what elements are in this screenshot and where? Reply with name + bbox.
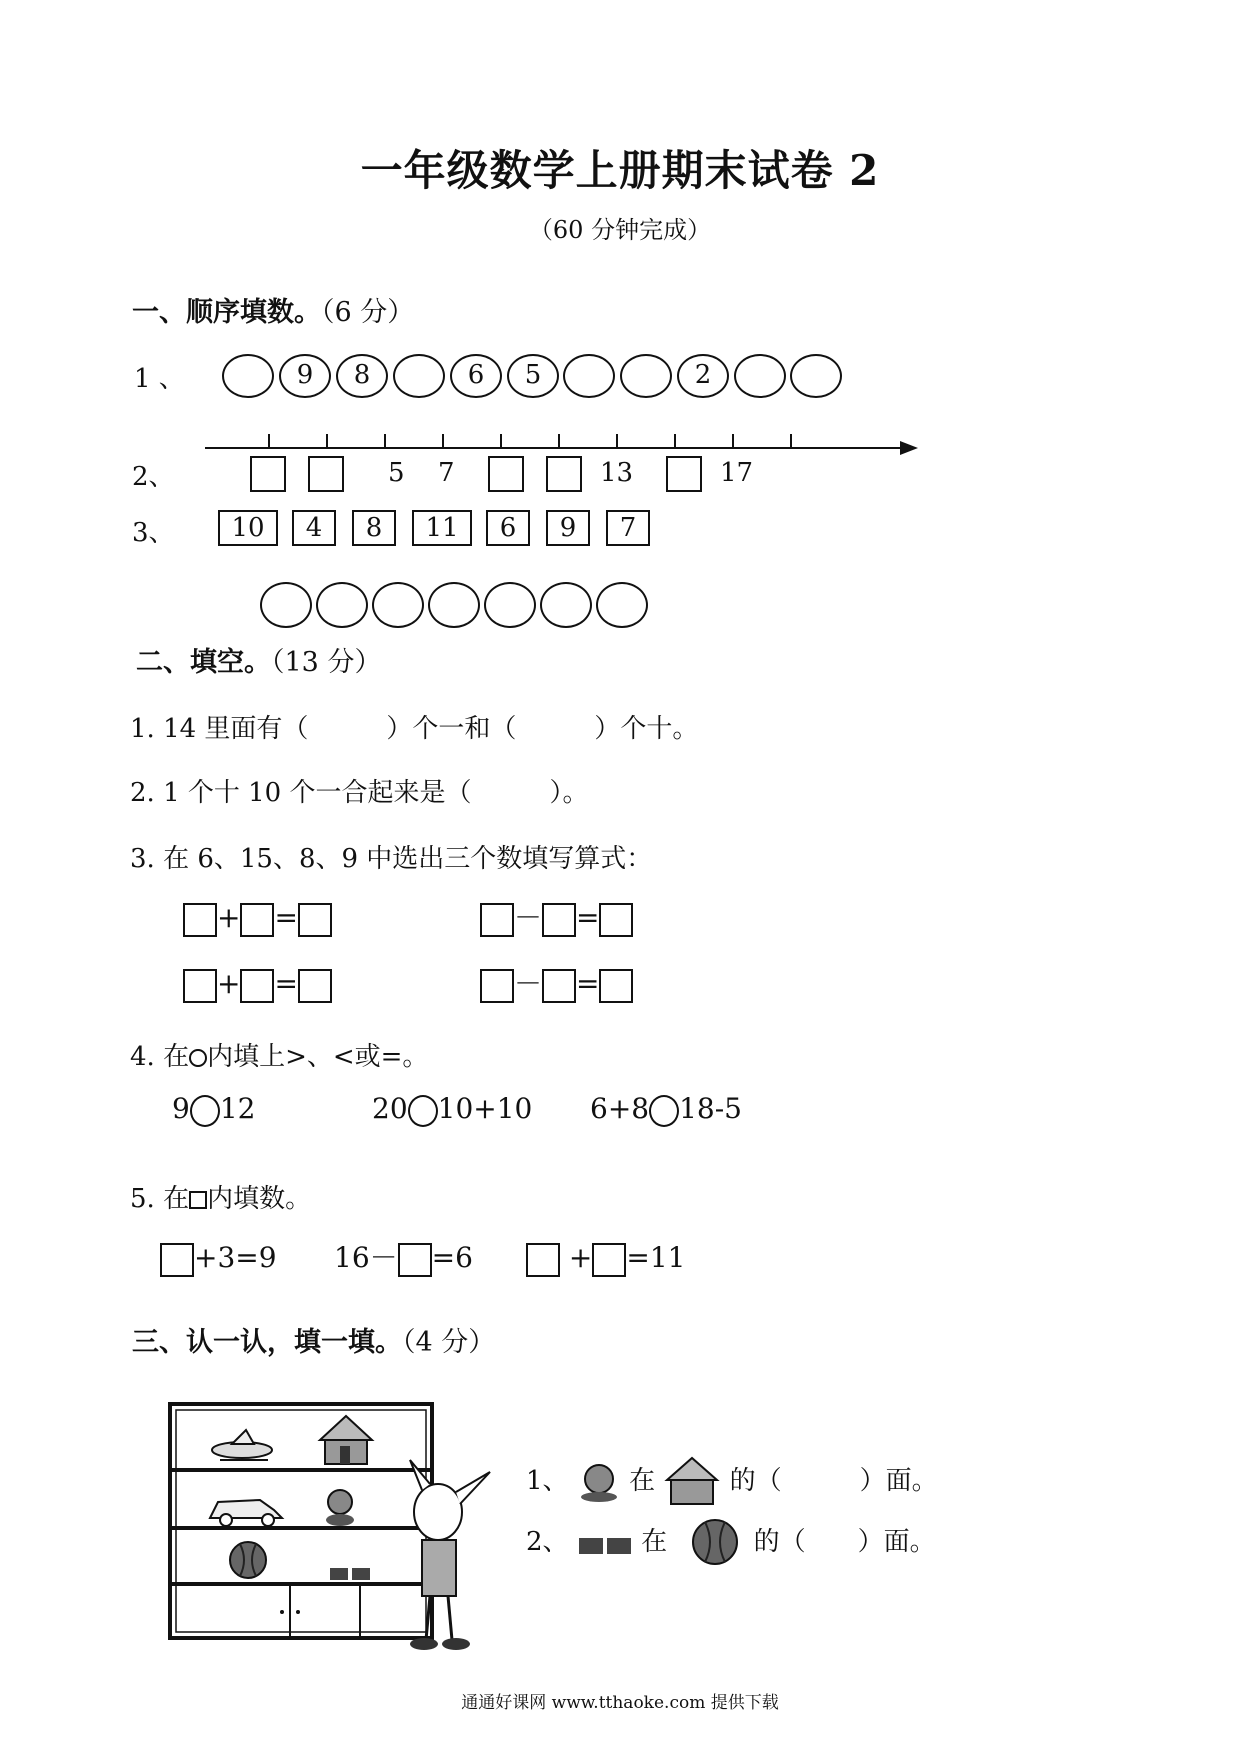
number-line-arrow-icon — [900, 439, 920, 457]
answer-box[interactable] — [183, 969, 217, 1003]
number-line-tick — [558, 434, 560, 448]
answer-box[interactable] — [160, 1243, 194, 1277]
number-box: 9 — [546, 510, 590, 546]
ball-icon — [675, 1518, 745, 1568]
answer-box[interactable] — [298, 903, 332, 937]
answer-box[interactable] — [240, 969, 274, 1003]
monkey-icon — [577, 1461, 621, 1503]
empty-circle[interactable] — [563, 354, 615, 398]
number-line-tick — [674, 434, 676, 448]
number-circle: 5 — [507, 354, 559, 398]
empty-circle[interactable] — [734, 354, 786, 398]
airplane-icon — [212, 1430, 272, 1460]
compare-right: 18-5 — [679, 1092, 742, 1125]
compare-right: 10+10 — [437, 1092, 533, 1125]
number-line-tick — [384, 434, 386, 448]
section1-heading-text: 一、顺序填数。 — [132, 297, 321, 328]
empty-circle[interactable] — [316, 582, 368, 628]
section2-heading-text: 二、填空。 — [136, 647, 271, 678]
number-line — [205, 447, 905, 449]
answer-box[interactable] — [298, 969, 332, 1003]
number-line-tick — [268, 434, 270, 448]
compare-item — [590, 1092, 742, 1127]
number-line-tick — [442, 434, 444, 448]
character-icon — [410, 1460, 490, 1650]
line-number: 5 — [388, 458, 405, 488]
compare-item — [372, 1092, 532, 1127]
equation-text: +3=9 — [194, 1241, 277, 1274]
number-box: 11 — [412, 510, 472, 546]
circle-symbol-icon — [189, 1049, 207, 1067]
question-2-4 — [130, 1036, 428, 1073]
answer-box[interactable] — [480, 969, 514, 1003]
question-2-2: 2. 1 个十 10 个一合起来是（ ）。 — [130, 778, 589, 808]
monkey-icon — [326, 1490, 354, 1526]
equation-text: =6 — [431, 1241, 473, 1274]
answer-box[interactable] — [599, 903, 633, 937]
q2-label: 2、 — [132, 462, 175, 492]
answer-box[interactable] — [398, 1243, 432, 1277]
answer-box[interactable] — [666, 456, 702, 492]
compare-circle[interactable] — [190, 1095, 220, 1127]
house-icon — [663, 1456, 721, 1508]
compare-item — [172, 1092, 255, 1127]
square-symbol-icon — [189, 1191, 207, 1209]
q-text: 在 — [629, 1466, 656, 1496]
answer-box[interactable] — [526, 1243, 560, 1277]
empty-circle[interactable] — [484, 582, 536, 628]
compare-right: 12 — [219, 1092, 256, 1125]
answer-box[interactable] — [480, 903, 514, 937]
number-box: 7 — [606, 510, 650, 546]
empty-circle[interactable] — [596, 582, 648, 628]
number-box: 8 — [352, 510, 396, 546]
q4-suffix: 内填上>、<或=。 — [207, 1042, 429, 1072]
car-icon — [210, 1500, 282, 1526]
number-line-tick — [500, 434, 502, 448]
question-3-2 — [526, 1518, 936, 1568]
empty-circle[interactable] — [428, 582, 480, 628]
empty-circle[interactable] — [790, 354, 842, 398]
number-circle: 2 — [677, 354, 729, 398]
equation-text: =11 — [626, 1241, 686, 1274]
addition-equation: + = — [183, 900, 332, 936]
number-box: 6 — [486, 510, 530, 546]
number-line-tick — [616, 434, 618, 448]
shoes-icon — [330, 1568, 370, 1580]
number-circle: 6 — [450, 354, 502, 398]
q-text: 在 — [641, 1527, 668, 1557]
number-circle: 8 — [336, 354, 388, 398]
number-line-tick — [732, 434, 734, 448]
fill-equation-a — [160, 1240, 277, 1276]
section1-points: （6 分） — [321, 297, 415, 328]
answer-box[interactable] — [240, 903, 274, 937]
empty-circle[interactable] — [540, 582, 592, 628]
subtraction-equation: － = — [480, 900, 633, 936]
q5-prefix: 5. 在 — [130, 1184, 190, 1214]
answer-box[interactable] — [183, 903, 217, 937]
empty-circle[interactable] — [620, 354, 672, 398]
line-number: 13 — [600, 458, 634, 488]
compare-left: 9 — [172, 1092, 190, 1125]
question-2-5 — [130, 1178, 311, 1215]
answer-box[interactable] — [599, 969, 633, 1003]
answer-box[interactable] — [488, 456, 524, 492]
question-2-1: 1. 14 里面有（ ）个一和（ ）个十。 — [130, 714, 699, 744]
section1-heading — [132, 290, 414, 329]
section3-heading-text: 三、认一认，填一填。 — [132, 1327, 402, 1358]
q-number: 1、 — [526, 1466, 569, 1496]
q3-label: 3、 — [132, 518, 175, 548]
empty-circle[interactable] — [372, 582, 424, 628]
answer-box[interactable] — [592, 1243, 626, 1277]
subtraction-equation: － = — [480, 966, 633, 1002]
q-text: 的（ ）面。 — [753, 1527, 936, 1557]
q-text: 的（ ）面。 — [729, 1466, 938, 1496]
fill-equation-c — [526, 1240, 685, 1276]
q5-suffix: 内填数。 — [207, 1184, 312, 1214]
section3-points: （4 分） — [402, 1327, 496, 1358]
number-box: 4 — [292, 510, 336, 546]
page-title: 一年级数学上册期末试卷 2 — [360, 146, 880, 195]
number-line-tick — [326, 434, 328, 448]
shelf-illustration — [160, 1400, 510, 1656]
q1-label: 1 、 — [134, 364, 185, 394]
line-number: 17 — [720, 458, 754, 488]
answer-box[interactable] — [542, 903, 576, 937]
compare-circle[interactable] — [408, 1095, 438, 1127]
house-icon — [320, 1416, 372, 1464]
q4-prefix: 4. 在 — [130, 1042, 190, 1072]
page-subtitle: （60 分钟完成） — [528, 216, 712, 244]
question-2-3: 3. 在 6、15、8、9 中选出三个数填写算式： — [130, 844, 653, 874]
footer: 通通好课网 www.tthaoke.com 提供下载 — [461, 1693, 779, 1713]
section3-heading — [132, 1320, 495, 1359]
empty-circle[interactable] — [222, 354, 274, 398]
ball-icon — [230, 1542, 266, 1578]
section2-points: （13 分） — [271, 647, 382, 678]
compare-left: 20 — [372, 1092, 408, 1125]
number-line-tick — [790, 434, 792, 448]
equation-text: + — [568, 1241, 593, 1274]
question-3-1 — [526, 1456, 938, 1508]
number-box: 10 — [218, 510, 278, 546]
empty-circle[interactable] — [393, 354, 445, 398]
fill-equation-b — [334, 1240, 473, 1276]
shoes-icon — [577, 1528, 633, 1558]
answer-box[interactable] — [308, 456, 344, 492]
section2-heading — [136, 640, 381, 679]
answer-box[interactable] — [250, 456, 286, 492]
compare-circle[interactable] — [649, 1095, 679, 1127]
answer-box[interactable] — [546, 456, 582, 492]
equation-text: 16－ — [334, 1241, 398, 1274]
q-number: 2、 — [526, 1527, 569, 1557]
answer-box[interactable] — [542, 969, 576, 1003]
empty-circle[interactable] — [260, 582, 312, 628]
line-number: 7 — [438, 458, 455, 488]
addition-equation: + = — [183, 966, 332, 1002]
compare-left: 6+8 — [590, 1092, 650, 1125]
number-circle: 9 — [279, 354, 331, 398]
